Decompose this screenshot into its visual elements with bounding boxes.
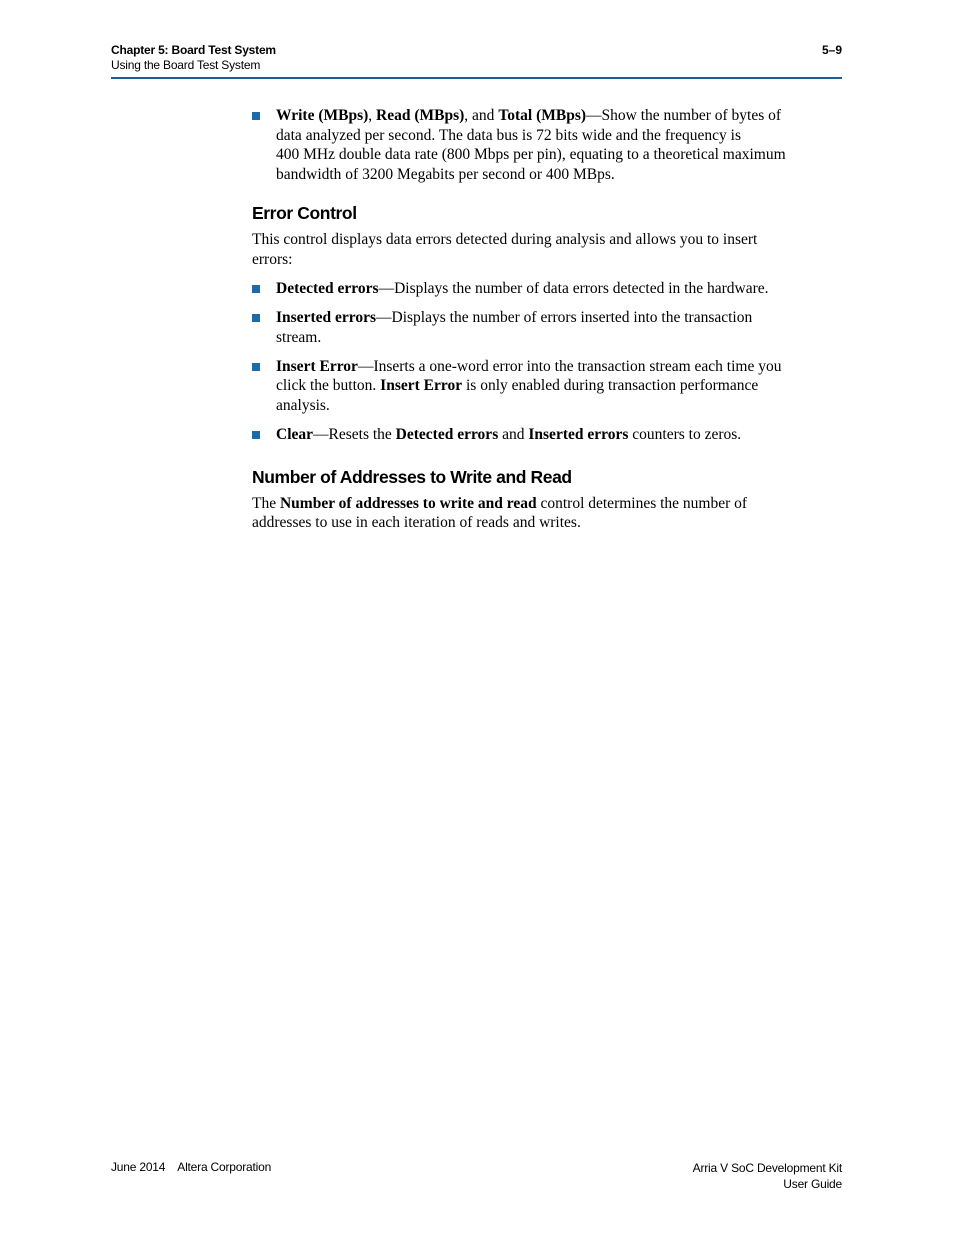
bullet-line: analysis. bbox=[276, 397, 330, 415]
bullet-square-icon bbox=[252, 285, 260, 293]
term-inserted-errors: Inserted errors bbox=[528, 426, 629, 444]
header-section-title: Using the Board Test System bbox=[111, 58, 261, 72]
bullet-line bbox=[276, 279, 842, 299]
page-content bbox=[252, 106, 842, 533]
bullet-insert-error bbox=[252, 357, 842, 416]
heading-number-of-addresses: Number of Addresses to Write and Read bbox=[252, 466, 572, 487]
bullet-line: bandwidth of 3200 Megabits per second or 400 MBps. bbox=[276, 165, 615, 183]
paragraph-text: The bbox=[252, 494, 280, 512]
bullet-inserted-errors bbox=[252, 308, 842, 347]
bullet-detected-errors bbox=[252, 279, 842, 299]
separator: , and bbox=[464, 107, 499, 124]
bullet-text: —Displays the number of data errors detected in the hardware. bbox=[378, 280, 769, 298]
error-control-intro bbox=[252, 230, 842, 269]
bullet-line bbox=[276, 308, 842, 328]
term-detected-errors: Detected errors bbox=[395, 426, 499, 444]
footer-doc-type: User Guide bbox=[783, 1177, 842, 1191]
paragraph-line: errors: bbox=[252, 250, 293, 268]
bullet-square-icon bbox=[252, 314, 260, 322]
header-page-number: 5–9 bbox=[821, 43, 842, 57]
paragraph-line: addresses to use in each iteration of reads and writes. bbox=[252, 514, 581, 532]
header-chapter-title: Chapter 5: Board Test System bbox=[111, 43, 276, 57]
bullet-square-icon bbox=[252, 431, 260, 439]
bullet-square-icon bbox=[252, 363, 260, 371]
bullet-text: —Show the number of bytes of bbox=[586, 107, 782, 124]
footer-product: Arria V SoC Development Kit bbox=[692, 1161, 842, 1175]
bullet-line bbox=[276, 357, 842, 377]
term-insert-error: Insert Error bbox=[276, 357, 358, 375]
separator: , bbox=[368, 107, 377, 124]
header-divider bbox=[111, 77, 842, 79]
term-clear: Clear bbox=[276, 426, 314, 444]
bullet-throughput bbox=[252, 106, 842, 184]
paragraph-line bbox=[252, 494, 842, 514]
term-detected-errors: Detected errors bbox=[276, 280, 379, 298]
bullet-text: click the button. bbox=[276, 377, 381, 395]
bullet-square-icon bbox=[252, 112, 260, 120]
bullet-clear bbox=[252, 425, 842, 445]
bullet-text: counters to zeros. bbox=[628, 426, 742, 444]
bullet-text: —Inserts a one-word error into the transaction stream each time you bbox=[357, 357, 782, 375]
bullet-text: —Resets the bbox=[313, 426, 396, 444]
term-total-mbps: Total (MBps) bbox=[498, 107, 587, 124]
term-inserted-errors: Inserted errors bbox=[276, 309, 377, 327]
footer-right bbox=[693, 1160, 842, 1192]
footer-left bbox=[111, 1160, 271, 1175]
bullet-text: —Displays the number of errors inserted into the transaction bbox=[376, 309, 753, 327]
bullet-text: is only enabled during transaction performance bbox=[462, 377, 759, 395]
bullet-line bbox=[276, 376, 842, 396]
term-insert-error: Insert Error bbox=[380, 377, 463, 395]
term-number-of-addresses: Number of addresses to write and read bbox=[279, 494, 537, 512]
footer-company: Altera Corporation bbox=[177, 1160, 272, 1174]
paragraph-text: control determines the number of bbox=[536, 494, 748, 512]
term-read-mbps: Read (MBps) bbox=[376, 107, 465, 124]
footer-date: June 2014 bbox=[111, 1160, 166, 1174]
paragraph-line: This control displays data errors detected during analysis and allows you to insert bbox=[252, 231, 758, 249]
bullet-line: data analyzed per second. The data bus is 72 bits wide and the frequency is bbox=[276, 126, 741, 144]
bullet-line bbox=[276, 425, 842, 445]
bullet-line bbox=[276, 106, 842, 126]
addresses-paragraph bbox=[252, 494, 842, 533]
bullet-text: and bbox=[498, 426, 529, 444]
heading-error-control: Error Control bbox=[252, 203, 357, 224]
bullet-line: stream. bbox=[276, 328, 322, 346]
term-write-mbps: Write (MBps) bbox=[276, 107, 369, 124]
bullet-line: 400 MHz double data rate (800 Mbps per pin), equating to a theoretical maximum bbox=[276, 146, 786, 164]
